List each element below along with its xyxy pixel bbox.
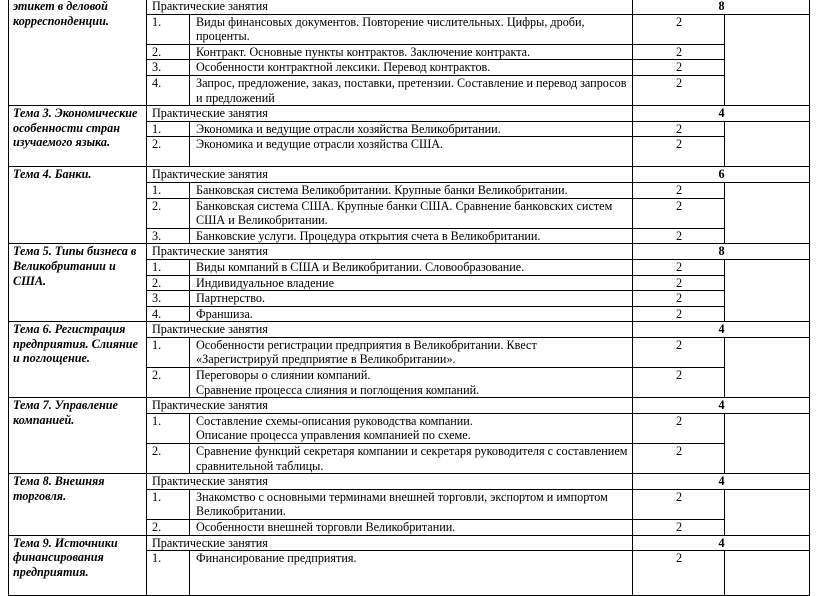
topic-cell: Тема 5. Типы бизнеса в Великобритании и США. [9,244,147,322]
total-hours: 6 [633,167,810,183]
practice-label: Практические занятия [147,398,633,414]
item-text: Особенности контрактной лексики. Перевод контрактов. [190,60,633,76]
item-text: Знакомство с основными терминами внешней торговли, экспортом и импортом Великобритании. [190,489,633,519]
item-text-line: Описание процесса управления компанией по схеме. [196,428,471,443]
practice-label: Практические занятия [147,167,633,183]
item-hours: 2 [633,291,725,307]
item-number: 2. [147,198,190,228]
item-text [190,368,633,398]
item-text: Партнерство. [190,291,633,307]
practice-label: Практические занятия [147,322,633,338]
item-hours: 2 [633,121,725,137]
item-number: 4. [147,306,190,322]
item-number: 1. [147,337,190,367]
table-row [9,244,810,260]
item-text: Запрос, предложение, заказ, поставки, претензии. Составление и перевод запросов и предложений [190,75,633,105]
item-number: 1. [147,259,190,275]
item-text: Банковские услуги. Процедура открытия счета в Великобритании. [190,228,633,244]
total-hours: 8 [633,0,810,14]
table-row [9,398,810,414]
empty-cell [725,259,810,321]
item-text: Сравнение функций секретаря компании и секретаря руководителя с составлением сравнительной таблицы. [190,444,633,474]
topic-cell: Тема 9. Источники финансирования предприятия. [9,535,147,596]
item-text-line: Сравнение процесса слияния и поглощения компаний. [196,382,480,397]
item-text: Особенности внешней торговли Великобритании. [190,520,633,536]
practice-label: Практические занятия [147,535,633,551]
item-hours: 2 [633,182,725,198]
total-hours: 4 [633,106,810,122]
item-number: 3. [147,60,190,76]
item-hours: 2 [633,228,725,244]
item-number: 2. [147,520,190,536]
item-text-line: «Зарегистрируй предприятие в Великобритании». [196,352,456,367]
topic-cell: этикет в деловой корреспонденции. [9,0,147,106]
item-number: 3. [147,228,190,244]
item-number: 3. [147,291,190,307]
total-hours: 4 [633,535,810,551]
total-hours: 4 [633,322,810,338]
total-hours: 4 [633,398,810,414]
item-text [190,337,633,367]
item-number: 2. [147,44,190,60]
item-text: Банковская система США. Крупные банки США. Сравнение банковских систем США и Великобритании. [190,198,633,228]
item-hours: 2 [633,60,725,76]
practice-label: Практические занятия [147,106,633,122]
item-hours: 2 [633,444,725,474]
practice-label: Практические занятия [147,244,633,260]
item-number: 1. [147,489,190,519]
curriculum-table [8,0,810,596]
item-hours: 2 [633,551,725,596]
item-hours: 2 [633,368,725,398]
item-number: 1. [147,413,190,443]
item-hours: 2 [633,275,725,291]
item-hours: 2 [633,14,725,44]
item-text: Виды компаний в США и Великобритании. Словообразование. [190,259,633,275]
item-number: 1. [147,121,190,137]
empty-cell [725,489,810,535]
table-row [9,167,810,183]
item-number: 1. [147,182,190,198]
empty-cell [725,413,810,473]
topic-cell: Тема 4. Банки. [9,167,147,244]
item-hours: 2 [633,489,725,519]
table-row [9,0,810,14]
item-text: Финансирование предприятия. [190,551,633,596]
practice-label: Практические занятия [147,474,633,490]
item-hours: 2 [633,198,725,228]
item-hours: 2 [633,413,725,443]
empty-cell [725,14,810,106]
empty-cell [725,182,810,243]
topic-cell: Тема 7. Управление компанией. [9,398,147,474]
table-row [9,106,810,122]
item-hours: 2 [633,306,725,322]
item-text: Банковская система Великобритании. Крупные банки Великобритании. [190,182,633,198]
item-text-line: Особенности регистрации предприятия в Великобритании. Квест [196,337,537,352]
item-text [190,413,633,443]
table-row [9,535,810,551]
item-hours: 2 [633,337,725,367]
item-text-line: Составление схемы-описания руководства компании. [196,413,473,428]
item-hours: 2 [633,137,725,167]
item-text: Экономика и ведущие отрасли хозяйства США. [190,137,633,167]
table-row [9,322,810,338]
empty-cell [725,551,810,596]
item-hours: 2 [633,259,725,275]
practice-label: Практические занятия [147,0,633,14]
item-text: Индивидуальное владение [190,275,633,291]
empty-cell [725,337,810,397]
item-number: 1. [147,14,190,44]
item-number: 2. [147,275,190,291]
item-text: Экономика и ведущие отрасли хозяйства Великобритании. [190,121,633,137]
topic-cell: Тема 6. Регистрация предприятия. Слияние и поглощение. [9,322,147,398]
item-number: 2. [147,368,190,398]
item-number: 2. [147,444,190,474]
item-text: Контракт. Основные пункты контрактов. Заключение контракта. [190,44,633,60]
topic-cell: Тема 8. Внешняя торговля. [9,474,147,535]
total-hours: 8 [633,244,810,260]
item-hours: 2 [633,520,725,536]
empty-cell [725,121,810,167]
item-text: Франшиза. [190,306,633,322]
item-number: 2. [147,137,190,167]
item-text: Виды финансовых документов. Повторение числительных. Цифры, дроби, проценты. [190,14,633,44]
item-text-line: Переговоры о слиянии компаний. [196,368,371,383]
topic-cell: Тема 3. Экономические особенности стран изучаемого языка. [9,106,147,167]
total-hours: 4 [633,474,810,490]
table-row [9,474,810,490]
item-number: 4. [147,75,190,105]
item-number: 1. [147,551,190,596]
item-hours: 2 [633,75,725,105]
item-hours: 2 [633,44,725,60]
